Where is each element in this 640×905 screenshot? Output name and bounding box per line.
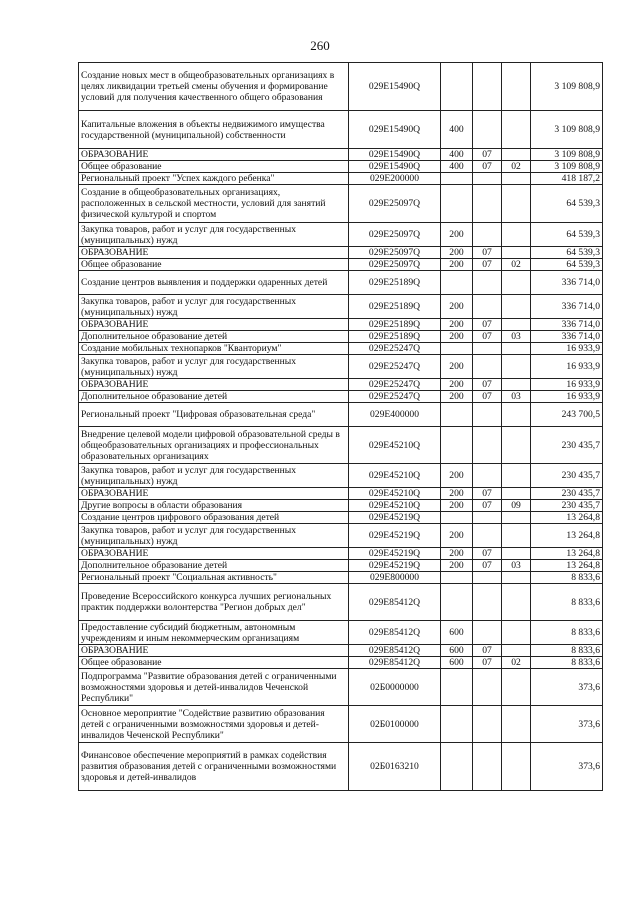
row-expense-type: 400 (441, 111, 473, 149)
table-row (79, 319, 603, 331)
row-expense-type: 600 (441, 645, 473, 657)
budget-table (78, 62, 603, 791)
row-target-article: 029E25189Q (349, 271, 441, 295)
row-section: 07 (473, 645, 502, 657)
table-row (79, 560, 603, 572)
row-section: 07 (473, 379, 502, 391)
row-expense-type: 200 (441, 560, 473, 572)
row-amount: 373,6 (531, 706, 603, 743)
row-amount: 3 109 808,9 (531, 111, 603, 149)
row-section (473, 173, 502, 185)
row-amount: 3 109 808,9 (531, 161, 603, 173)
row-subsection: 02 (502, 259, 531, 271)
row-section: 07 (473, 500, 502, 512)
row-target-article: 029E25189Q (349, 319, 441, 331)
table-row (79, 149, 603, 161)
row-amount: 3 109 808,9 (531, 63, 603, 111)
row-target-article: 02Б0163210 (349, 743, 441, 791)
row-amount: 336 714,0 (531, 271, 603, 295)
table-row (79, 295, 603, 319)
row-target-article: 029E45219Q (349, 512, 441, 524)
row-name: Общее образование (79, 161, 349, 173)
row-name: Дополнительное образование детей (79, 560, 349, 572)
row-section: 07 (473, 488, 502, 500)
row-target-article: 029E45210Q (349, 464, 441, 488)
row-subsection (502, 111, 531, 149)
row-subsection (502, 645, 531, 657)
row-target-article: 029E25247Q (349, 355, 441, 379)
row-name: ОБРАЗОВАНИЕ (79, 319, 349, 331)
row-section: 07 (473, 560, 502, 572)
row-subsection (502, 464, 531, 488)
row-name: Создание новых мест в общеобразовательных организациях в целях ликвидации третьей смены обучения и формирование условий для получения качественного общего образования (79, 63, 349, 111)
row-name: Закупка товаров, работ и услуг для государственных (муниципальных) нужд (79, 355, 349, 379)
row-expense-type: 200 (441, 391, 473, 403)
table-row (79, 584, 603, 621)
row-target-article: 029E25247Q (349, 379, 441, 391)
row-section (473, 185, 502, 223)
row-target-article: 029E15490Q (349, 63, 441, 111)
table-row (79, 331, 603, 343)
row-section: 07 (473, 247, 502, 259)
table-row (79, 669, 603, 706)
row-name: ОБРАЗОВАНИЕ (79, 645, 349, 657)
row-target-article: 029E15490Q (349, 111, 441, 149)
row-section: 07 (473, 548, 502, 560)
row-section (473, 427, 502, 464)
row-amount: 3 109 808,9 (531, 149, 603, 161)
table-row (79, 512, 603, 524)
row-amount: 230 435,7 (531, 488, 603, 500)
row-amount: 373,6 (531, 669, 603, 706)
row-subsection: 02 (502, 161, 531, 173)
row-expense-type (441, 706, 473, 743)
row-name: ОБРАЗОВАНИЕ (79, 379, 349, 391)
table-row (79, 391, 603, 403)
table-row (79, 173, 603, 185)
table-row (79, 379, 603, 391)
row-expense-type (441, 572, 473, 584)
table-row (79, 111, 603, 149)
row-target-article: 029E25247Q (349, 391, 441, 403)
row-expense-type (441, 63, 473, 111)
row-expense-type: 200 (441, 247, 473, 259)
row-target-article: 029E25097Q (349, 223, 441, 247)
row-section: 07 (473, 657, 502, 669)
table-row (79, 743, 603, 791)
row-section (473, 706, 502, 743)
row-amount: 336 714,0 (531, 295, 603, 319)
row-amount: 13 264,8 (531, 524, 603, 548)
row-expense-type (441, 185, 473, 223)
table-row (79, 355, 603, 379)
row-amount: 230 435,7 (531, 464, 603, 488)
row-name: Предоставление субсидий бюджетным, автономным учреждениям и иным некоммерческим организациям (79, 621, 349, 645)
row-expense-type (441, 512, 473, 524)
row-expense-type (441, 743, 473, 791)
row-expense-type: 200 (441, 548, 473, 560)
row-subsection (502, 743, 531, 791)
row-expense-type: 200 (441, 500, 473, 512)
row-section (473, 343, 502, 355)
row-name: Региональный проект "Цифровая образовательная среда" (79, 403, 349, 427)
row-amount: 64 539,3 (531, 223, 603, 247)
table-row (79, 572, 603, 584)
table-row (79, 706, 603, 743)
row-expense-type (441, 427, 473, 464)
row-section (473, 669, 502, 706)
row-subsection (502, 319, 531, 331)
row-section (473, 572, 502, 584)
row-expense-type (441, 271, 473, 295)
row-name: Создание центров выявления и поддержки одаренных детей (79, 271, 349, 295)
row-section: 07 (473, 149, 502, 161)
row-subsection (502, 706, 531, 743)
row-name: Внедрение целевой модели цифровой образовательной среды в общеобразовательных организациях и профессиональных образовательных организациях (79, 427, 349, 464)
row-subsection (502, 572, 531, 584)
row-amount: 373,6 (531, 743, 603, 791)
row-amount: 13 264,8 (531, 548, 603, 560)
row-expense-type: 200 (441, 295, 473, 319)
row-subsection: 03 (502, 391, 531, 403)
row-target-article: 029E15490Q (349, 161, 441, 173)
row-section (473, 512, 502, 524)
row-section: 07 (473, 319, 502, 331)
row-subsection (502, 63, 531, 111)
row-name: Закупка товаров, работ и услуг для государственных (муниципальных) нужд (79, 223, 349, 247)
row-amount: 16 933,9 (531, 379, 603, 391)
row-name: Проведение Всероссийского конкурса лучших региональных практик поддержки волонтерства "Регион добрых дел" (79, 584, 349, 621)
row-target-article: 02Б0000000 (349, 669, 441, 706)
row-subsection (502, 669, 531, 706)
row-amount: 13 264,8 (531, 512, 603, 524)
row-subsection: 03 (502, 560, 531, 572)
row-amount: 8 833,6 (531, 572, 603, 584)
row-subsection (502, 173, 531, 185)
row-name: Создание в общеобразовательных организациях, расположенных в сельской местности, условий для занятий физической культурой и спортом (79, 185, 349, 223)
table-row (79, 185, 603, 223)
row-target-article: 029E15490Q (349, 149, 441, 161)
row-amount: 230 435,7 (531, 500, 603, 512)
row-target-article: 029E45210Q (349, 488, 441, 500)
row-expense-type (441, 403, 473, 427)
row-name: Создание центров цифрового образования детей (79, 512, 349, 524)
row-expense-type (441, 343, 473, 355)
row-expense-type: 200 (441, 355, 473, 379)
row-name: Общее образование (79, 657, 349, 669)
row-target-article: 029E400000 (349, 403, 441, 427)
row-target-article: 029E85412Q (349, 657, 441, 669)
row-section (473, 403, 502, 427)
row-expense-type: 200 (441, 464, 473, 488)
row-amount: 336 714,0 (531, 319, 603, 331)
row-amount: 64 539,3 (531, 247, 603, 259)
table-row (79, 247, 603, 259)
row-amount: 243 700,5 (531, 403, 603, 427)
page-number: 260 (310, 38, 330, 53)
table-row (79, 657, 603, 669)
row-target-article: 029E85412Q (349, 645, 441, 657)
row-amount: 418 187,2 (531, 173, 603, 185)
row-subsection (502, 185, 531, 223)
row-subsection (502, 149, 531, 161)
row-name: Закупка товаров, работ и услуг для государственных (муниципальных) нужд (79, 524, 349, 548)
row-target-article: 029E25189Q (349, 331, 441, 343)
row-subsection (502, 379, 531, 391)
row-expense-type: 200 (441, 524, 473, 548)
row-amount: 64 539,3 (531, 259, 603, 271)
row-section (473, 223, 502, 247)
row-section (473, 271, 502, 295)
row-section: 07 (473, 161, 502, 173)
row-amount: 8 833,6 (531, 584, 603, 621)
row-target-article: 029E25097Q (349, 259, 441, 271)
table-row (79, 403, 603, 427)
row-target-article: 029E45210Q (349, 427, 441, 464)
row-section: 07 (473, 331, 502, 343)
row-target-article: 029E45219Q (349, 560, 441, 572)
row-section: 07 (473, 391, 502, 403)
row-target-article: 029E800000 (349, 572, 441, 584)
row-name: Закупка товаров, работ и услуг для государственных (муниципальных) нужд (79, 464, 349, 488)
row-subsection (502, 427, 531, 464)
row-amount: 8 833,6 (531, 645, 603, 657)
row-name: Региональный проект "Социальная активность" (79, 572, 349, 584)
row-section (473, 524, 502, 548)
row-expense-type (441, 173, 473, 185)
row-target-article: 029E45219Q (349, 524, 441, 548)
table-row (79, 488, 603, 500)
row-section (473, 621, 502, 645)
row-subsection (502, 355, 531, 379)
table-row (79, 548, 603, 560)
row-subsection (502, 403, 531, 427)
row-expense-type: 400 (441, 149, 473, 161)
row-subsection (502, 621, 531, 645)
table-row (79, 524, 603, 548)
row-name: Капитальные вложения в объекты недвижимого имущества государственной (муниципальной) собственности (79, 111, 349, 149)
row-expense-type: 200 (441, 379, 473, 391)
row-section (473, 584, 502, 621)
row-name: ОБРАЗОВАНИЕ (79, 488, 349, 500)
row-amount: 230 435,7 (531, 427, 603, 464)
row-expense-type: 200 (441, 331, 473, 343)
row-section (473, 355, 502, 379)
table-row (79, 645, 603, 657)
row-section (473, 111, 502, 149)
row-subsection (502, 548, 531, 560)
row-name: Другие вопросы в области образования (79, 500, 349, 512)
row-subsection: 09 (502, 500, 531, 512)
row-expense-type: 200 (441, 319, 473, 331)
table-row (79, 500, 603, 512)
row-target-article: 029E25097Q (349, 247, 441, 259)
row-target-article: 029E45210Q (349, 500, 441, 512)
row-name: Общее образование (79, 259, 349, 271)
row-expense-type: 200 (441, 259, 473, 271)
row-subsection (502, 223, 531, 247)
row-name: Основное мероприятие "Содействие развитию образования детей с ограниченными возможностями здоровья и детей-инвалидов Чеченской Республики" (79, 706, 349, 743)
row-subsection (502, 343, 531, 355)
row-target-article: 029E25247Q (349, 343, 441, 355)
table-row (79, 259, 603, 271)
row-expense-type (441, 584, 473, 621)
row-name: Подпрограмма "Развитие образования детей с ограниченными возможностями здоровья и детей-инвалидов Чеченской Республики" (79, 669, 349, 706)
row-amount: 64 539,3 (531, 185, 603, 223)
row-amount: 16 933,9 (531, 343, 603, 355)
row-section: 07 (473, 259, 502, 271)
row-expense-type: 200 (441, 488, 473, 500)
row-amount: 8 833,6 (531, 657, 603, 669)
row-name: Дополнительное образование детей (79, 391, 349, 403)
table-row (79, 271, 603, 295)
table-row (79, 343, 603, 355)
row-section (473, 743, 502, 791)
row-expense-type: 400 (441, 161, 473, 173)
row-subsection (502, 512, 531, 524)
row-expense-type: 600 (441, 621, 473, 645)
row-target-article: 029E200000 (349, 173, 441, 185)
table-row (79, 63, 603, 111)
row-name: Закупка товаров, работ и услуг для государственных (муниципальных) нужд (79, 295, 349, 319)
row-subsection (502, 295, 531, 319)
row-section (473, 295, 502, 319)
row-amount: 16 933,9 (531, 391, 603, 403)
row-target-article: 029E85412Q (349, 621, 441, 645)
row-amount: 16 933,9 (531, 355, 603, 379)
row-expense-type (441, 669, 473, 706)
table-row (79, 161, 603, 173)
row-subsection (502, 488, 531, 500)
row-section (473, 464, 502, 488)
row-target-article: 029E85412Q (349, 584, 441, 621)
row-subsection (502, 247, 531, 259)
row-name: Финансовое обеспечение мероприятий в рамках содействия развития образования детей с ограниченными возможностями здоровья и детей-инвалидов (79, 743, 349, 791)
row-target-article: 029E45219Q (349, 548, 441, 560)
row-target-article: 029E25097Q (349, 185, 441, 223)
row-subsection (502, 584, 531, 621)
row-amount: 336 714,0 (531, 331, 603, 343)
row-amount: 13 264,8 (531, 560, 603, 572)
row-subsection: 03 (502, 331, 531, 343)
row-name: Региональный проект "Успех каждого ребенка" (79, 173, 349, 185)
row-section (473, 63, 502, 111)
table-row (79, 427, 603, 464)
row-amount: 8 833,6 (531, 621, 603, 645)
row-target-article: 029E25189Q (349, 295, 441, 319)
row-subsection (502, 524, 531, 548)
row-name: Создание мобильных технопарков "Кванториум" (79, 343, 349, 355)
row-name: Дополнительное образование детей (79, 331, 349, 343)
row-subsection: 02 (502, 657, 531, 669)
row-target-article: 02Б0100000 (349, 706, 441, 743)
row-name: ОБРАЗОВАНИЕ (79, 548, 349, 560)
row-expense-type: 600 (441, 657, 473, 669)
table-row (79, 621, 603, 645)
row-expense-type: 200 (441, 223, 473, 247)
table-row (79, 464, 603, 488)
row-subsection (502, 271, 531, 295)
row-name: ОБРАЗОВАНИЕ (79, 247, 349, 259)
table-row (79, 223, 603, 247)
row-name: ОБРАЗОВАНИЕ (79, 149, 349, 161)
